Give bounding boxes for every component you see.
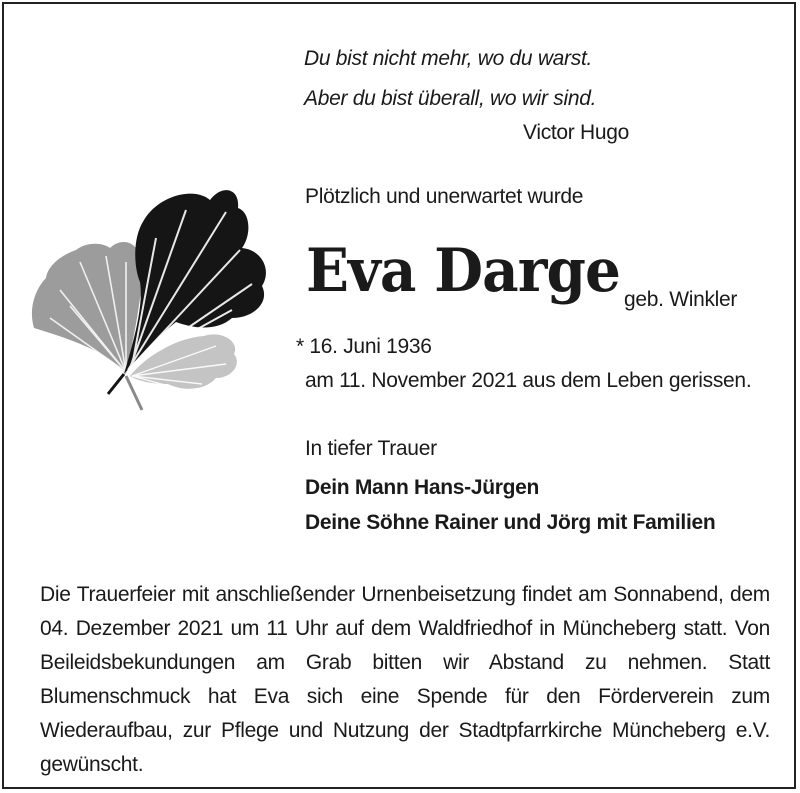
death-date: am 11. November 2021 aus dem Leben gerissen. bbox=[305, 369, 752, 392]
quote-line-1: Du bist nicht mehr, wo du warst. bbox=[304, 47, 593, 70]
deceased-name: Eva Darge bbox=[306, 236, 620, 306]
maiden-name: geb. Winkler bbox=[624, 288, 738, 311]
mourners-intro: In tiefer Trauer bbox=[305, 437, 437, 460]
quote-author: Victor Hugo bbox=[523, 121, 630, 144]
mourner-husband: Dein Mann Hans-Jürgen bbox=[305, 476, 540, 499]
quote-line-2: Aber du bist überall, wo wir sind. bbox=[304, 87, 597, 110]
mourner-sons: Deine Söhne Rainer und Jörg mit Familien bbox=[305, 511, 716, 534]
ginkgo-leaves-icon bbox=[26, 178, 288, 414]
announcement-intro: Plötzlich und unerwartet wurde bbox=[305, 185, 584, 208]
birth-date: * 16. Juni 1936 bbox=[296, 335, 432, 358]
funeral-notice: Die Trauerfeier mit anschließender Urnenbeisetzung findet am Sonnabend, dem 04. Dezember 2021 um 11 Uhr auf dem Waldfriedhof in Müncheberg statt. Von Beileidsbekundungen am Grab bitten wir Abstand zu nehmen. Statt Blumenschmuck hat Eva sich eine Spende für den Förderverein zum Wiederaufbau, zur Pflege und Nutzung der Stadtpfarrkirche Müncheberg e.V. gewünscht. bbox=[40, 583, 770, 776]
